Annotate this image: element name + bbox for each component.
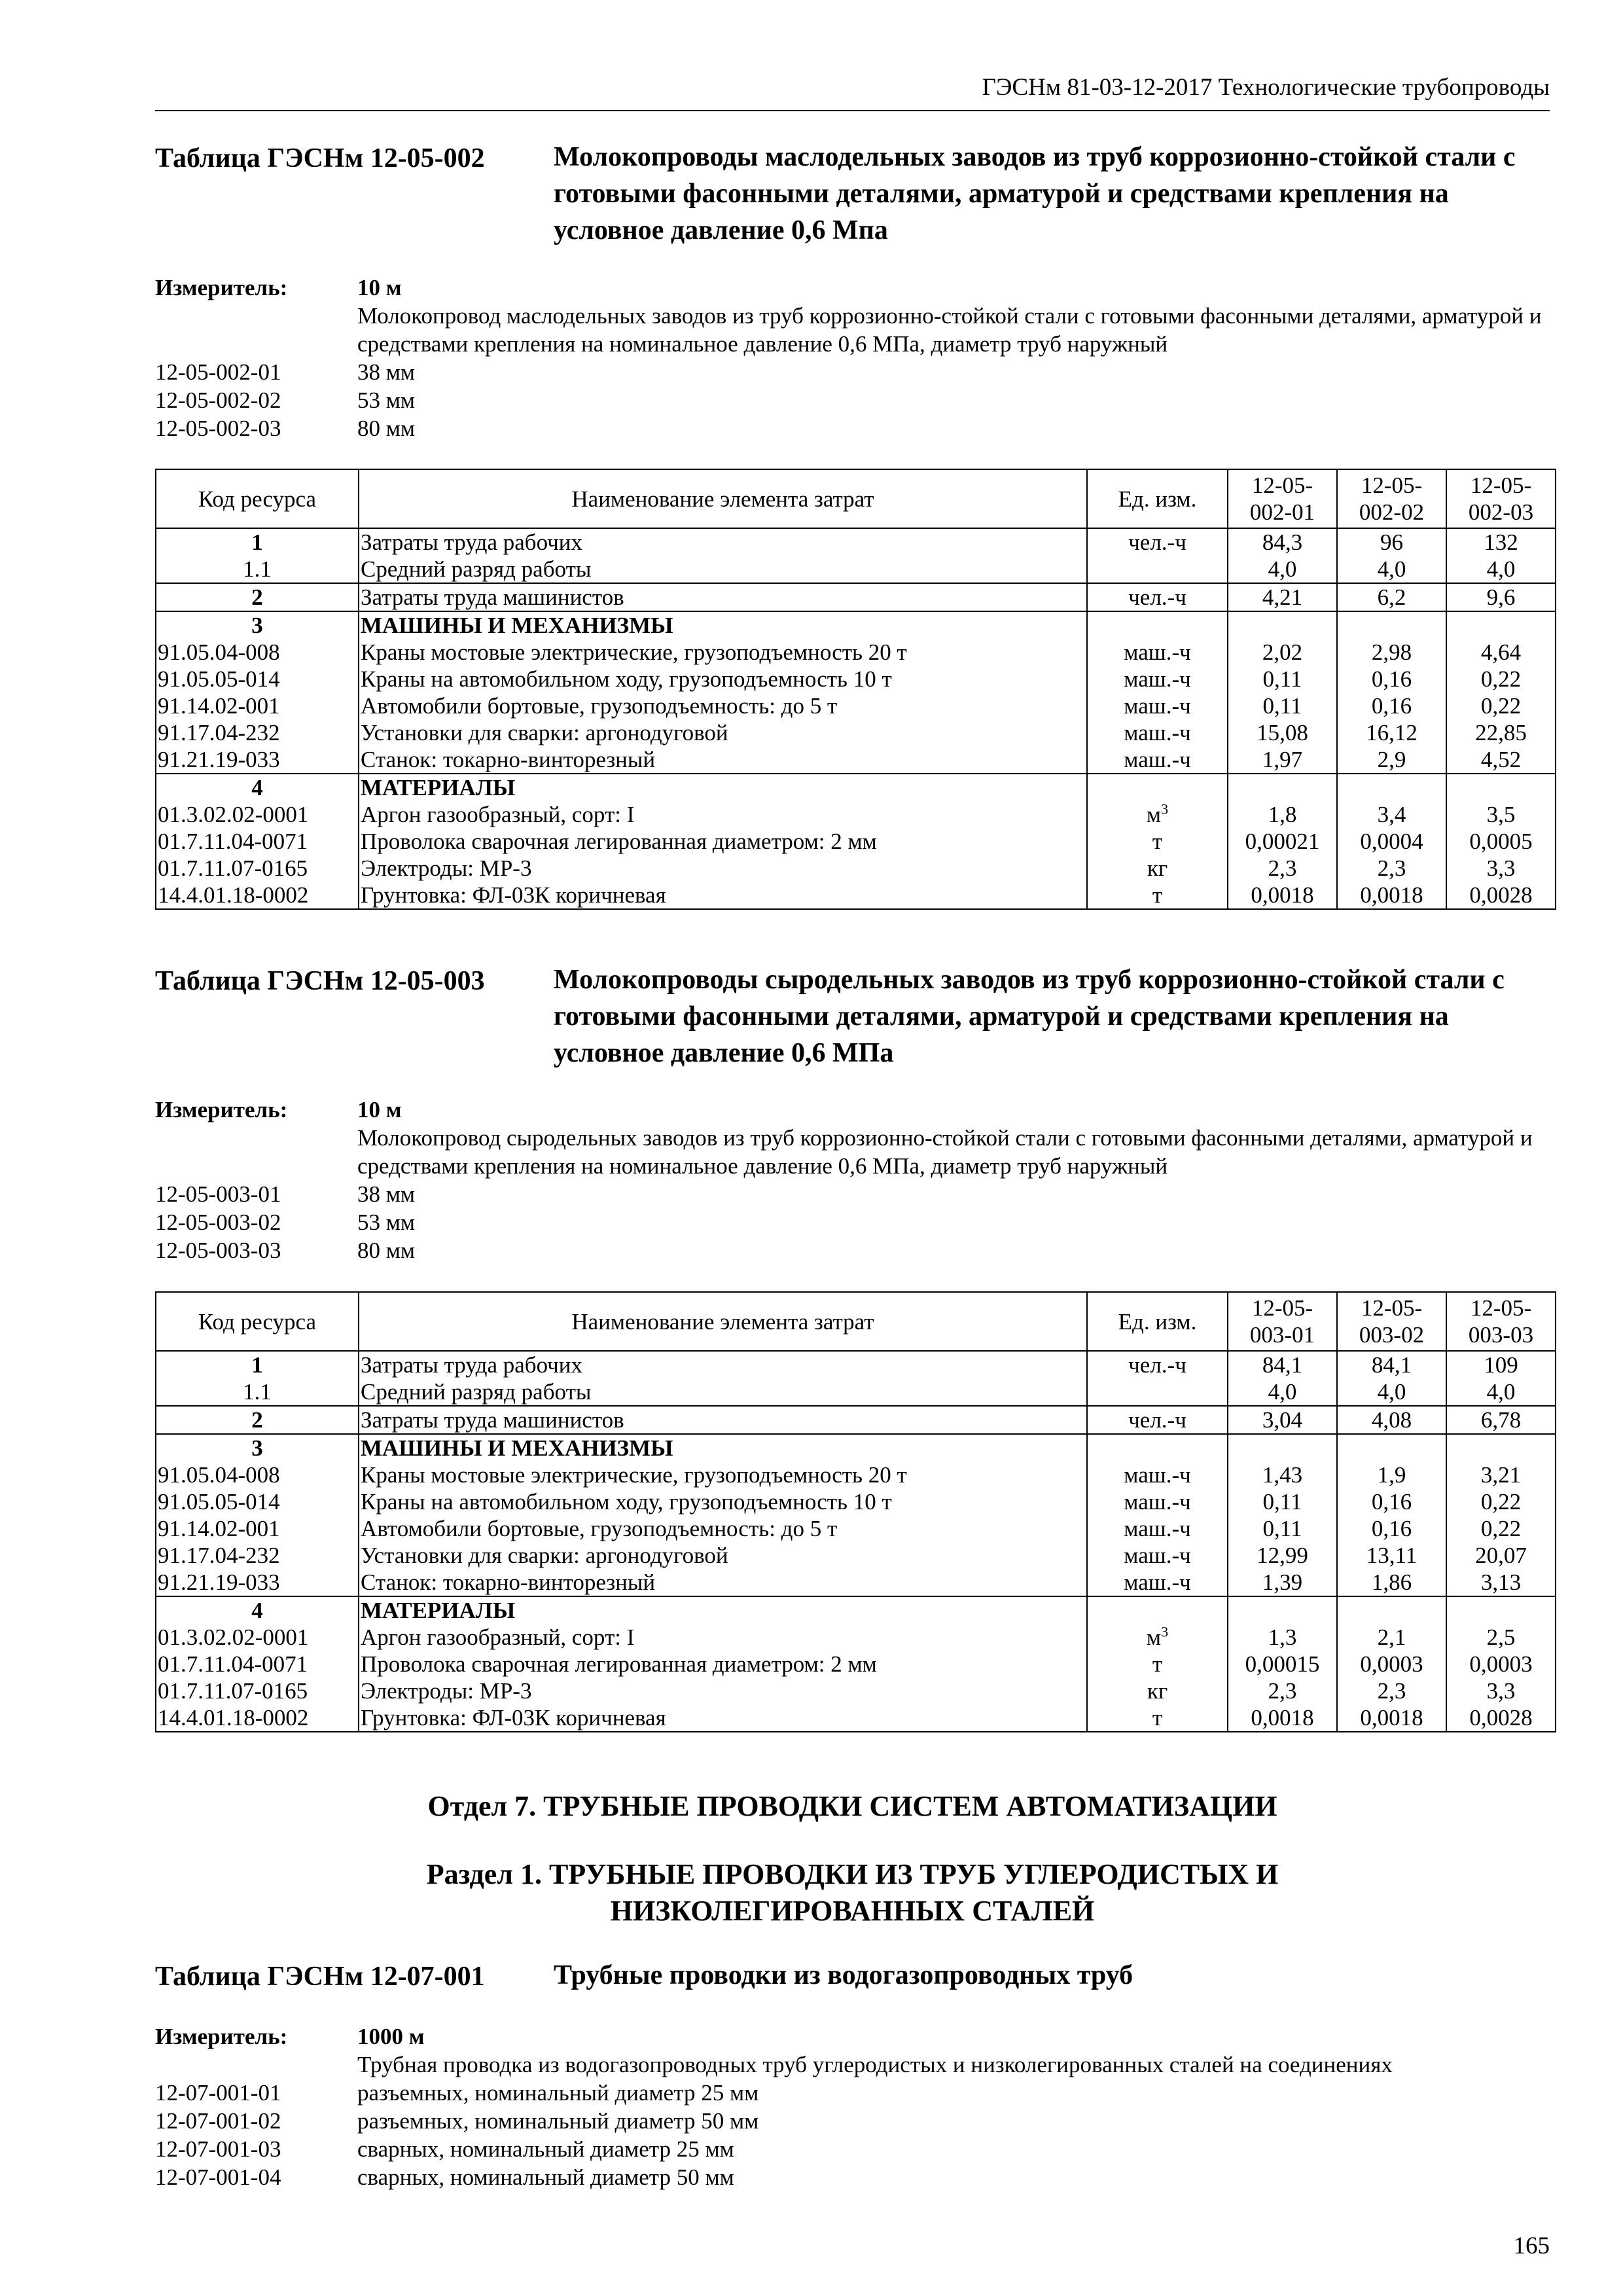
resource-name: МАТЕРИАЛЫ [359,1596,1087,1624]
resource-value: 2,02 [1228,639,1337,666]
resource-code: 1.1 [156,1378,359,1406]
resource-value: 1,3 [1228,1624,1337,1651]
header-name: Наименование элемента затрат [359,1292,1087,1351]
resource-unit: маш.-ч [1087,1515,1228,1542]
resource-unit [1087,556,1228,583]
resource-unit [1087,1378,1228,1406]
resource-name: Установки для сварки: аргонодуговой [359,1542,1087,1569]
spacer [155,1124,357,1180]
resource-name: Станок: токарно-винторезный [359,1569,1087,1596]
resource-value: 132 [1446,528,1556,556]
item-row [155,1180,1556,1208]
resource-value: 4,0 [1446,1378,1556,1406]
resource-value: 0,0018 [1228,1704,1337,1732]
resource-value: 0,16 [1337,1515,1446,1542]
table-header-row [156,1292,1556,1351]
item-code: 12-05-002-02 [155,387,281,413]
header-name: Наименование элемента затрат [359,469,1087,528]
table-row [156,1704,1556,1732]
resource-value: 9,6 [1446,583,1556,611]
resource-value: 13,11 [1337,1542,1446,1569]
resource-value: 1,86 [1337,1569,1446,1596]
resource-value [1228,611,1337,639]
resource-value: 96 [1337,528,1446,556]
resource-value: 3,3 [1446,1677,1556,1704]
measure-block [155,2022,1556,2191]
table-row [156,611,1556,639]
resource-code: 01.7.11.04-0071 [156,1651,359,1677]
resource-unit [1087,774,1228,801]
table-row [156,882,1556,909]
resource-code: 91.05.04-008 [156,1462,359,1488]
resource-value: 4,0 [1337,556,1446,583]
resource-code: 4 [156,774,359,801]
resource-name: Краны мостовые электрические, грузоподъемность 20 т [359,639,1087,666]
resource-value: 0,00015 [1228,1651,1337,1677]
resource-value: 0,22 [1446,692,1556,719]
header-norm-code [1446,1292,1556,1351]
running-header: ГЭСНм 81-03-12-2017 Технологические трубопроводы [982,74,1550,101]
resource-unit: маш.-ч [1087,1542,1228,1569]
resource-value: 4,52 [1446,746,1556,774]
table-row [156,801,1556,828]
header-norm-code-text: 12-05- 002-03 [1468,473,1534,525]
table-title: Трубные проводки из водогазопроводных труб [554,1960,1133,1990]
table-row [156,855,1556,882]
resource-value: 1,43 [1228,1462,1337,1488]
resource-value: 0,16 [1337,666,1446,692]
resource-unit: маш.-ч [1087,1488,1228,1515]
resource-value: 3,5 [1446,801,1556,828]
resource-value: 3,3 [1446,855,1556,882]
resource-value: 1,9 [1337,1462,1446,1488]
resource-value [1446,1434,1556,1462]
resource-name: Затраты труда рабочих [359,1351,1087,1378]
table-row [156,1488,1556,1515]
item-row [155,1208,1556,1236]
resource-value: 6,2 [1337,583,1446,611]
item-row [155,2107,1556,2135]
resource-value: 0,11 [1228,1515,1337,1542]
item-row [155,2079,1556,2107]
resource-name: Аргон газообразный, сорт: I [359,1624,1087,1651]
table-row [156,1596,1556,1624]
resource-value: 1,39 [1228,1569,1337,1596]
resource-name: Электроды: МР-3 [359,855,1087,882]
header-norm-code-text: 12-05- 003-02 [1359,1295,1425,1348]
resource-value: 109 [1446,1351,1556,1378]
resource-value: 0,11 [1228,666,1337,692]
resource-value: 0,22 [1446,1515,1556,1542]
resource-code: 1 [156,528,359,556]
item-text: разъемных, номинальный диаметр 50 мм [357,2108,759,2134]
resource-value [1228,1434,1337,1462]
table-label: Таблица ГЭСНм 12-05-003 [155,966,485,996]
measure-label: Измеритель: [155,1097,288,1122]
resource-name: Проволока сварочная легированная диаметром: 2 мм [359,828,1087,855]
header-unit: Ед. изм. [1087,1292,1228,1351]
table-row [156,1677,1556,1704]
header-unit: Ед. изм. [1087,469,1228,528]
resource-code: 3 [156,1434,359,1462]
resource-value: 3,4 [1337,801,1446,828]
header-norm-code-text: 12-05- 002-02 [1359,473,1425,525]
resource-code: 2 [156,583,359,611]
resource-unit: $м^3$ [1087,801,1228,828]
resource-name: Затраты труда машинистов [359,583,1087,611]
resource-name: Аргон газообразный, сорт: I [359,801,1087,828]
resource-value: 2,5 [1446,1624,1556,1651]
resource-code: 01.3.02.02-0001 [156,801,359,828]
resource-value: 2,3 [1337,1677,1446,1704]
resource-value: 0,16 [1337,692,1446,719]
item-code: 12-07-001-02 [155,2108,281,2134]
table-row [156,1406,1556,1434]
resource-name: МАШИНЫ И МЕХАНИЗМЫ [359,1434,1087,1462]
resource-value [1446,611,1556,639]
item-text: разъемных, номинальный диаметр 25 мм [357,2080,759,2106]
resource-value [1446,774,1556,801]
item-row [155,414,1556,442]
resource-unit: чел.-ч [1087,528,1228,556]
resource-code: 1 [156,1351,359,1378]
resource-unit: маш.-ч [1087,639,1228,666]
header-norm-code [1337,469,1446,528]
resource-code: 2 [156,1406,359,1434]
resource-unit: маш.-ч [1087,719,1228,746]
resource-name: Краны мостовые электрические, грузоподъемность 20 т [359,1462,1087,1488]
resource-value: 16,12 [1337,719,1446,746]
item-row [155,358,1556,386]
item-code: 12-05-003-02 [155,1210,281,1235]
resource-unit: маш.-ч [1087,1569,1228,1596]
resource-value [1446,1596,1556,1624]
resource-value: 20,07 [1446,1542,1556,1569]
resource-value: 0,0003 [1446,1651,1556,1677]
resource-value: 0,0003 [1337,1651,1446,1677]
resource-value: 4,21 [1228,583,1337,611]
resource-value: 0,11 [1228,1488,1337,1515]
section-heading-line1: Раздел 1. ТРУБНЫЕ ПРОВОДКИ ИЗ ТРУБ УГЛЕРОДИСТЫХ И [426,1858,1279,1890]
table-row [156,639,1556,666]
resource-code: 91.05.05-014 [156,666,359,692]
resource-value: 4,64 [1446,639,1556,666]
header-norm-code [1337,1292,1446,1351]
resource-code: 14.4.01.18-0002 [156,1704,359,1732]
resource-value: 84,3 [1228,528,1337,556]
resource-name: МАШИНЫ И МЕХАНИЗМЫ [359,611,1087,639]
resource-name: Автомобили бортовые, грузоподъемность: до 5 т [359,692,1087,719]
resource-code: 01.7.11.04-0071 [156,828,359,855]
resource-code: 91.21.19-033 [156,1569,359,1596]
resource-unit [1087,1434,1228,1462]
item-text: 38 мм [357,359,416,385]
resource-value: 4,08 [1337,1406,1446,1434]
resource-value: 15,08 [1228,719,1337,746]
resource-value: 1,8 [1228,801,1337,828]
resource-name: Станок: токарно-винторезный [359,746,1087,774]
header-code: Код ресурса [156,1292,359,1351]
resource-code: 91.17.04-232 [156,1542,359,1569]
resource-unit [1087,1596,1228,1624]
resource-value [1228,774,1337,801]
item-text: сварных, номинальный диаметр 25 мм [357,2136,734,2162]
resource-value: 6,78 [1446,1406,1556,1434]
description: Молокопровод маслодельных заводов из труб коррозионно-стойкой стали с готовыми фасонными деталями, арматурой и средствами крепления на номинальное давление 0,6 МПа, диаметр труб наружный [357,303,1542,357]
item-row [155,1236,1556,1265]
table-row [156,746,1556,774]
resource-unit: чел.-ч [1087,1406,1228,1434]
item-row [155,2163,1556,2191]
resource-value: 84,1 [1228,1351,1337,1378]
table-row [156,1515,1556,1542]
measure-label: Измеритель: [155,2024,288,2049]
resource-value: 2,98 [1337,639,1446,666]
table-row [156,666,1556,692]
measure-value: 10 м [357,275,402,300]
resource-code: 14.4.01.18-0002 [156,882,359,909]
resource-code: 91.14.02-001 [156,1515,359,1542]
resource-unit [1087,611,1228,639]
resource-unit: маш.-ч [1087,692,1228,719]
resource-value: 0,0005 [1446,828,1556,855]
item-code: 12-05-002-03 [155,416,281,441]
measure-value: 1000 м [357,2024,425,2049]
table-label: Таблица ГЭСНм 12-05-002 [155,143,485,173]
resource-value: 0,22 [1446,1488,1556,1515]
measure-block [155,274,1556,442]
item-text: 38 мм [357,1181,416,1207]
resource-code: 01.7.11.07-0165 [156,855,359,882]
resource-name: Электроды: МР-3 [359,1677,1087,1704]
resource-value: 2,3 [1337,855,1446,882]
resource-name: Средний разряд работы [359,556,1087,583]
department-heading: Отдел 7. ТРУБНЫЕ ПРОВОДКИ СИСТЕМ АВТОМАТИЗАЦИИ [427,1790,1277,1822]
resource-name: Автомобили бортовые, грузоподъемность: до 5 т [359,1515,1087,1542]
measure-row [155,274,1556,302]
table-header-row [156,469,1556,528]
description-row [155,2051,1556,2079]
resource-value: 4,0 [1228,556,1337,583]
resource-code: 91.21.19-033 [156,746,359,774]
resource-unit: чел.-ч [1087,583,1228,611]
measure-row [155,2022,1556,2051]
resource-unit: маш.-ч [1087,1462,1228,1488]
table-row [156,1569,1556,1596]
item-text: 80 мм [357,1238,416,1263]
resource-value: 1,97 [1228,746,1337,774]
item-text: 53 мм [357,387,416,413]
resource-value: 3,04 [1228,1406,1337,1434]
resource-unit: кг [1087,1677,1228,1704]
resource-value: 4,0 [1446,556,1556,583]
resource-name: МАТЕРИАЛЫ [359,774,1087,801]
table-row [156,692,1556,719]
resource-code: 01.3.02.02-0001 [156,1624,359,1651]
section-heading [155,1856,1550,1929]
resource-value [1337,774,1446,801]
item-code: 12-07-001-01 [155,2080,281,2106]
resource-value: 3,13 [1446,1569,1556,1596]
table-label: Таблица ГЭСНм 12-07-001 [155,1962,485,1992]
resource-code: 01.7.11.07-0165 [156,1677,359,1704]
resource-value: 3,21 [1446,1462,1556,1488]
resource-value [1337,1434,1446,1462]
resource-unit: маш.-ч [1087,666,1228,692]
item-code: 12-05-003-01 [155,1181,281,1207]
resource-unit: т [1087,828,1228,855]
resource-value: 12,99 [1228,1542,1337,1569]
resource-unit: т [1087,882,1228,909]
measure-row [155,1096,1556,1124]
resource-table [155,1291,1556,1732]
item-text: 80 мм [357,416,416,441]
resource-unit: т [1087,1651,1228,1677]
resource-unit: т [1087,1704,1228,1732]
description: Трубная проводка из водогазопроводных труб углеродистых и низколегированных сталей на соединениях [357,2052,1393,2077]
header-norm-code-text: 12-05- 003-03 [1468,1295,1534,1348]
resource-value: 22,85 [1446,719,1556,746]
header-norm-code [1446,469,1556,528]
resource-value: 84,1 [1337,1351,1446,1378]
resource-value: 0,11 [1228,692,1337,719]
table-row [156,719,1556,746]
resource-unit: кг [1087,855,1228,882]
item-code: 12-05-002-01 [155,359,281,385]
table-row [156,1434,1556,1462]
measure-block [155,1096,1556,1265]
spacer [155,2051,357,2079]
resource-value [1228,1596,1337,1624]
page-number: 165 [1513,2233,1550,2259]
description-row [155,302,1556,358]
measure-label: Измеритель: [155,275,288,300]
resource-unit: чел.-ч [1087,1351,1228,1378]
resource-name: Затраты труда машинистов [359,1406,1087,1434]
item-code: 12-05-003-03 [155,1238,281,1263]
resource-code: 91.17.04-232 [156,719,359,746]
table-title: Молокопроводы сыродельных заводов из труб коррозионно-стойкой стали с готовыми фасонными деталями, арматурой и средствами крепления на условное давление 0,6 МПа [554,965,1505,1068]
resource-code: 91.05.05-014 [156,1488,359,1515]
resource-name: Средний разряд работы [359,1378,1087,1406]
header-rule [155,110,1550,111]
resource-name: Краны на автомобильном ходу, грузоподъемность 10 т [359,1488,1087,1515]
resource-value: 2,3 [1228,855,1337,882]
resource-value: 0,0028 [1446,882,1556,909]
table-row [156,1351,1556,1378]
header-norm-code-text: 12-05- 002-01 [1249,473,1315,525]
item-row [155,2135,1556,2163]
resource-name: Краны на автомобильном ходу, грузоподъемность 10 т [359,666,1087,692]
resource-value: 2,1 [1337,1624,1446,1651]
resource-value: 2,9 [1337,746,1446,774]
resource-value [1337,1596,1446,1624]
resource-value: 0,0018 [1228,882,1337,909]
description-row [155,1124,1556,1180]
resource-code: 91.05.04-008 [156,639,359,666]
resource-value: 0,0004 [1337,828,1446,855]
resource-value: 4,0 [1337,1378,1446,1406]
table-row [156,1651,1556,1677]
item-code: 12-07-001-04 [155,2164,281,2190]
header-code: Код ресурса [156,469,359,528]
table-row [156,774,1556,801]
header-norm-code [1228,1292,1337,1351]
resource-name: Грунтовка: ФЛ-03К коричневая [359,882,1087,909]
header-norm-code [1228,469,1337,528]
item-text: 53 мм [357,1210,416,1235]
item-row [155,386,1556,414]
resource-name: Проволока сварочная легированная диаметром: 2 мм [359,1651,1087,1677]
resource-value: 2,3 [1228,1677,1337,1704]
section-heading-line2: НИЗКОЛЕГИРОВАННЫХ СТАЛЕЙ [610,1895,1095,1927]
resource-name: Затраты труда рабочих [359,528,1087,556]
resource-value: 0,0028 [1446,1704,1556,1732]
header-norm-code-text: 12-05- 003-01 [1249,1295,1315,1348]
table-title: Молокопроводы маслодельных заводов из труб коррозионно-стойкой стали с готовыми фасонными деталями, арматурой и средствами крепления на условное давление 0,6 Мпа [554,142,1516,245]
resource-value: 0,00021 [1228,828,1337,855]
table-row [156,556,1556,583]
measure-value: 10 м [357,1097,402,1122]
table-row [156,1542,1556,1569]
resource-value: 4,0 [1228,1378,1337,1406]
resource-name: Установки для сварки: аргонодуговой [359,719,1087,746]
resource-code: 91.14.02-001 [156,692,359,719]
resource-value: 0,22 [1446,666,1556,692]
table-row [156,1462,1556,1488]
table-row [156,828,1556,855]
table-row [156,528,1556,556]
resource-value: 0,0018 [1337,1704,1446,1732]
table-row [156,1378,1556,1406]
item-code: 12-07-001-03 [155,2136,281,2162]
resource-value: 0,0018 [1337,882,1446,909]
resource-unit: маш.-ч [1087,746,1228,774]
resource-code: 1.1 [156,556,359,583]
resource-value [1337,611,1446,639]
resource-value: 0,16 [1337,1488,1446,1515]
resource-table [155,469,1556,910]
table-row [156,583,1556,611]
resource-name: Грунтовка: ФЛ-03К коричневая [359,1704,1087,1732]
spacer [155,302,357,358]
item-text: сварных, номинальный диаметр 50 мм [357,2164,734,2190]
resource-unit: $м^3$ [1087,1624,1228,1651]
resource-code: 4 [156,1596,359,1624]
description: Молокопровод сыродельных заводов из труб коррозионно-стойкой стали с готовыми фасонными деталями, арматурой и средствами крепления на номинальное давление 0,6 МПа, диаметр труб наружный [357,1125,1533,1179]
resource-code: 3 [156,611,359,639]
table-row [156,1624,1556,1651]
